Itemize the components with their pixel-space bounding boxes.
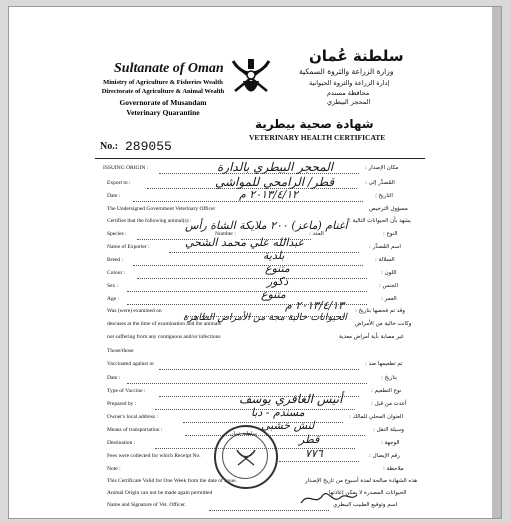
fill-line [279, 461, 359, 462]
ar-label-signature: اسم وتوقيع الطبيب البيطري [333, 502, 398, 508]
title-rule [95, 158, 425, 159]
label-destination: Destination : [107, 440, 136, 446]
label-prepared-by: Prepared by : [107, 401, 137, 407]
label-vaccinated: Vaccinated against or [107, 361, 155, 367]
label-number: Number : [215, 231, 236, 237]
hw-origin: المحجر البيطري بالدارة [217, 160, 334, 174]
certificate-ar-title: شهادة صحية بيطرية [255, 117, 374, 131]
label-species: Species : [107, 231, 127, 237]
label-age: Age : [107, 296, 120, 302]
label-issuing-origin: ISSUING ORIGIN : [103, 165, 149, 171]
ar-label-vaccine-type: نوع التطعيم : [371, 388, 402, 394]
ar-label-validity: هذه الشهادة صالحة لمدة أسبوع من تاريخ الإصدار [305, 478, 418, 484]
ar-header-line: المحجر البيطري [327, 98, 371, 106]
fill-line [137, 278, 367, 279]
fill-line [127, 291, 367, 292]
stamp-emblem-icon [234, 445, 258, 469]
label-undersigned: The Undersigned Government Veterinary Officer [107, 206, 216, 212]
label-those: Those/those [107, 348, 134, 354]
en-header-title: Sultanate of Oman [114, 61, 224, 76]
ar-label-prepared: أعدت من قبل : [371, 401, 407, 407]
ar-label-vaccine-date: بتاريخ : [381, 375, 398, 381]
ar-label-breed: السلالة : [375, 257, 395, 263]
label-transport: Means of transportation : [107, 427, 163, 433]
hw-age: متنوع [261, 288, 286, 301]
ar-label-origin: مكان الإصدار : [365, 165, 399, 171]
fill-line [185, 435, 365, 436]
ar-label-export-to: المُصدَّر إلى : [365, 180, 395, 186]
ar-label-free: وكانت خالية من الأمراض [355, 321, 412, 327]
ar-label-officer: مسؤول الترخيص [369, 206, 408, 212]
label-vaccine-type: Type of Vaccine : [107, 388, 146, 394]
stamp-text: سلطنة عمان [230, 431, 257, 437]
hw-examined-on: ٢٠١٣/٤/١٣ م [285, 299, 345, 312]
hw-species-number: أغنام (ماعز) ٢٠٠ ملايكة الشاة رأس [185, 219, 348, 232]
hw-prepared-by: أنيس الغافري يوسف [239, 392, 343, 406]
ar-header-line: محافظة مسندم [327, 89, 370, 97]
label-colour: Colour : [107, 270, 126, 276]
hw-sex: ذكور [267, 275, 289, 288]
ar-header-title: سلطنة عُمان [309, 47, 404, 65]
en-header-line: Governorate of Musandam [119, 98, 207, 107]
ar-header-line: وزارة الزراعة والثروة السمكية [299, 67, 394, 76]
label-exporter: Name of Exporter : [107, 244, 150, 250]
label-owner-address: Owner's local address : [107, 414, 158, 420]
hw-colour: متنوع [265, 262, 290, 275]
ar-label-exporter: اسم المُصدِّر : [369, 244, 401, 250]
hw-finding: الحيوانات خالية مجة من الأمراض الظاهرة [183, 312, 347, 323]
oman-emblem-icon [225, 51, 277, 101]
fill-line [209, 510, 329, 511]
label-vaccine-date: Date : [107, 375, 121, 381]
ar-label-receipt: رقم الإيصال : [369, 453, 400, 459]
hw-export-to: قطر/ الرامحي للمواشي [215, 175, 335, 189]
ar-label-note: ملاحظة : [383, 466, 404, 472]
ar-label-number: العدد : [309, 231, 324, 237]
official-stamp [214, 425, 278, 489]
fill-line [133, 265, 363, 266]
hw-breed: بلدية [263, 249, 285, 262]
label-note: Note : [107, 466, 121, 472]
certificate-number-label: No.: [100, 141, 119, 152]
ar-label-destination: الوجهة : [381, 440, 400, 446]
hw-transport: لنش خشبي [261, 419, 315, 432]
en-header-line: Veterinary Quarantine [126, 108, 200, 117]
certificate-page [8, 6, 502, 519]
hw-exporter: عبدالله علي محمد الشحي [185, 236, 305, 249]
label-sex: Sex : [107, 283, 119, 289]
hw-date: ٢٠١٣/٤/١٢ م [239, 188, 299, 201]
fill-line [127, 383, 367, 384]
ar-label-address: العنوان المحلي للمالك : [349, 414, 404, 420]
en-header-line: Ministry of Agriculture & Fisheries Wealth [103, 79, 223, 86]
hw-destination: قطر [299, 433, 320, 446]
fill-line [133, 201, 363, 202]
certificate-en-title: VETERINARY HEALTH CERTIFICATE [249, 133, 386, 142]
hw-receipt: ٧٧٦ [305, 447, 323, 460]
ar-label-no-return: الحيوانات المصدرة لا يمكن إعادتها [329, 490, 407, 496]
fill-line [159, 369, 359, 370]
ar-label-species: النوع : [383, 231, 398, 237]
en-header-line: Directorate of Agriculture & Animal Wealth [101, 88, 225, 95]
label-date: Date : [107, 193, 121, 199]
ar-header-line: إدارة الزراعة والثروة الحيوانية [309, 79, 390, 87]
label-certifies: Certifies that the following animal(s) : [107, 218, 192, 224]
label-export-to: Export to : [107, 180, 131, 186]
ar-label-examined: وقد تم فحصها بتاريخ : [355, 308, 405, 314]
label-origin-note: Animal Origin can not be made again permitted [107, 490, 213, 496]
label-validity: This Certificate Valid for One Week from the date of Issue. [107, 478, 237, 484]
label-examined-on: Was (were) examined on [107, 308, 162, 314]
ar-label-certifies: يشهد بأن الحيوانات التالية : [349, 218, 411, 224]
ar-label-age: العمر : [381, 296, 397, 302]
hw-address: مسندم - دبا [251, 406, 305, 419]
signature-icon [299, 487, 359, 509]
ar-label-sex: الجنس : [379, 283, 399, 289]
certificate-number: 289055 [125, 139, 172, 154]
ar-label-colour: اللون : [381, 270, 397, 276]
ar-label-transport: وسيلة النقل : [373, 427, 404, 433]
label-not-suffering: not suffering from any contiguous and/or infections [107, 334, 221, 340]
scan-edge [492, 7, 501, 518]
label-fees: Fees were collected for which Receipt No. [107, 453, 201, 459]
ar-label-vaccinated: تم تطعيمها ضد : [365, 361, 403, 367]
label-breed: Breed : [107, 257, 124, 263]
label-signature: Name and Signature of Vet. Officer. [107, 502, 187, 508]
label-descases: descases at the time of examination and the animals [107, 321, 221, 327]
ar-label-date: التاريخ : [375, 193, 393, 199]
ar-label-not-infected: غير مصابة بأية أمراض معدية [339, 334, 404, 340]
